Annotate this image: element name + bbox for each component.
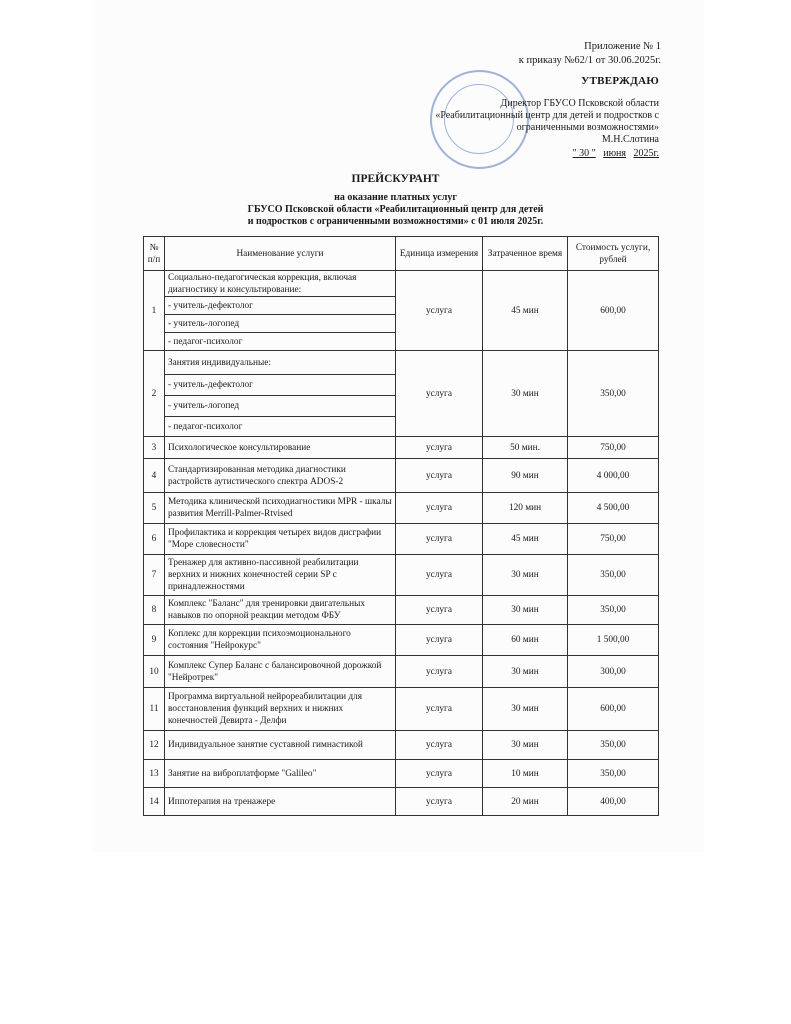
row-unit: услуга (396, 555, 483, 596)
row-num: 5 (144, 493, 165, 524)
row-time: 10 мин (483, 760, 568, 788)
row-num: 14 (144, 788, 165, 816)
table-row (144, 459, 659, 493)
row-name: - учитель-логопед (165, 396, 396, 417)
row-name: - учитель-дефектолог (165, 297, 396, 315)
approve-signer: М.Н.Слотина (601, 134, 659, 145)
row-name: Коплекс для коррекции психоэмоционального состояния "Нейрокурс" (165, 625, 396, 656)
row-name: Тренажер для активно-пассивной реабилитации верхних и нижних конечностей серии SP с принадлежностями (165, 555, 396, 596)
table-row (144, 555, 659, 596)
appendix-line2: к приказу №62/1 от 30.06.2025г. (518, 55, 661, 66)
row-name: - педагог-психолог (165, 417, 396, 437)
row-unit: услуга (396, 625, 483, 656)
row-num: 6 (144, 524, 165, 555)
row-name: Стандартизированная методика диагностики растройств аутистического спектра ADOS-2 (165, 459, 396, 493)
document-title: ПРЕЙСКУРАНТ (351, 173, 440, 185)
row-time: 50 мин. (483, 437, 568, 459)
row-name: - учитель-логопед (165, 315, 396, 333)
header-num: № п/п (144, 237, 165, 271)
row-num: 1 (144, 271, 165, 351)
row-time: 30 мин (483, 731, 568, 760)
row-num: 8 (144, 596, 165, 625)
row-num: 12 (144, 731, 165, 760)
appendix-note (519, 40, 661, 68)
row-unit: услуга (396, 271, 483, 351)
approve-date (573, 148, 659, 159)
row-unit: услуга (396, 760, 483, 788)
approve-heading: УТВЕРЖДАЮ (581, 75, 659, 87)
table-row (144, 493, 659, 524)
row-price: 350,00 (568, 596, 659, 625)
row-price: 350,00 (568, 351, 659, 437)
row-price: 350,00 (568, 760, 659, 788)
row-unit: услуга (396, 524, 483, 555)
row-num: 4 (144, 459, 165, 493)
approve-block (429, 98, 659, 146)
appendix-line1: Приложение № 1 (584, 41, 661, 52)
row-price: 1 500,00 (568, 625, 659, 656)
row-unit: услуга (396, 688, 483, 731)
row-time: 30 мин (483, 688, 568, 731)
row-name: Комплекс "Баланс" для тренировки двигательных навыков по опорной реакции методом ФБУ (165, 596, 396, 625)
row-time: 30 мин (483, 596, 568, 625)
row-name: Социально-педагогическая коррекция, включая диагностику и консультирование: (165, 271, 396, 297)
row-num: 11 (144, 688, 165, 731)
table-row (144, 271, 659, 297)
row-time: 20 мин (483, 788, 568, 816)
table-row (144, 437, 659, 459)
row-num: 10 (144, 656, 165, 688)
row-price: 350,00 (568, 731, 659, 760)
row-unit: услуга (396, 437, 483, 459)
row-num: 2 (144, 351, 165, 437)
row-price: 600,00 (568, 688, 659, 731)
row-num: 9 (144, 625, 165, 656)
row-num: 3 (144, 437, 165, 459)
row-time: 60 мин (483, 625, 568, 656)
row-unit: услуга (396, 493, 483, 524)
row-unit: услуга (396, 596, 483, 625)
row-price: 400,00 (568, 788, 659, 816)
row-price: 750,00 (568, 524, 659, 555)
table-row (144, 524, 659, 555)
approve-year: 2025г. (633, 148, 659, 159)
table-row (144, 656, 659, 688)
header-name: Наименование услуги (165, 237, 396, 271)
approve-line1: Директор ГБУСО Псковской области (500, 98, 659, 109)
row-unit: услуга (396, 351, 483, 437)
row-name: Программа виртуальной нейрореабилитации для восстановления функций верхних и нижних конечностей Девирта - Делфи (165, 688, 396, 731)
row-name: Методика клинической психодиагностики MPR - шкалы развития Merrill-Palmer-Rtvised (165, 493, 396, 524)
row-num: 7 (144, 555, 165, 596)
row-time: 45 мин (483, 524, 568, 555)
row-price: 4 500,00 (568, 493, 659, 524)
subtitle-line3: и подростков с ограниченными возможностями» с 01 июля 2025г. (247, 216, 544, 227)
row-name: Иппотерапия на тренажере (165, 788, 396, 816)
price-table (143, 236, 659, 816)
row-price: 4 000,00 (568, 459, 659, 493)
approve-day: " 30 " (572, 148, 596, 159)
row-name: Профилактика и коррекция четырех видов дисграфии "Море словесности" (165, 524, 396, 555)
row-name: - учитель-дефектолог (165, 375, 396, 396)
subtitle-line2: ГБУСО Псковской области «Реабилитационный центр для детей (247, 204, 544, 215)
approve-month: июня (603, 148, 627, 159)
row-price: 350,00 (568, 555, 659, 596)
row-name: Занятие на виброплатформе "Galileo" (165, 760, 396, 788)
header-time: Затраченное время (483, 237, 568, 271)
row-unit: услуга (396, 788, 483, 816)
row-name: Индивидуальное занятие суставной гимнастикой (165, 731, 396, 760)
row-price: 750,00 (568, 437, 659, 459)
header-price: Стоимость услуги, рублей (568, 237, 659, 271)
table-row (144, 596, 659, 625)
row-name: Комплекс Супер Баланс с балансировочной дорожкой "Нейротрек" (165, 656, 396, 688)
row-num: 13 (144, 760, 165, 788)
subtitle-line1: на оказание платных услуг (334, 192, 457, 203)
table-row (144, 351, 659, 375)
row-time: 30 мин (483, 351, 568, 437)
table-row (144, 688, 659, 731)
row-name: - педагог-психолог (165, 333, 396, 351)
table-header-row (144, 237, 659, 271)
row-price: 300,00 (568, 656, 659, 688)
header-unit: Единица измерения (396, 237, 483, 271)
table-row (144, 788, 659, 816)
row-unit: услуга (396, 656, 483, 688)
table-row (144, 625, 659, 656)
row-time: 30 мин (483, 555, 568, 596)
row-time: 45 мин (483, 271, 568, 351)
row-time: 120 мин (483, 493, 568, 524)
row-name: Занятия индивидуальные: (165, 351, 396, 375)
approve-line3: ограниченными возможностями» (516, 122, 659, 133)
row-time: 90 мин (483, 459, 568, 493)
row-price: 600,00 (568, 271, 659, 351)
row-unit: услуга (396, 731, 483, 760)
table-row (144, 760, 659, 788)
row-time: 30 мин (483, 656, 568, 688)
table-row (144, 731, 659, 760)
row-name: Психологическое консультирование (165, 437, 396, 459)
row-unit: услуга (396, 459, 483, 493)
approve-line2: «Реабилитационный центр для детей и подростков с (435, 110, 659, 121)
